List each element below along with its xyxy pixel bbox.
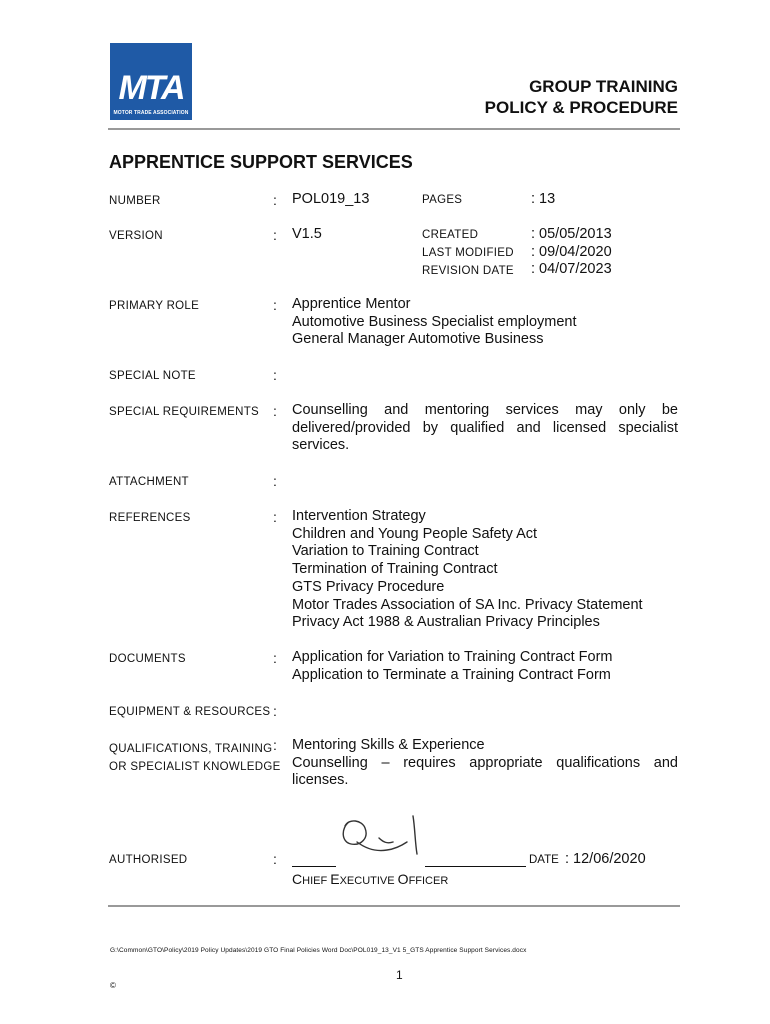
documents-list <box>292 649 678 684</box>
logo-text: MTA <box>118 69 184 107</box>
document-item: Application to Terminate a Training Contract Form <box>292 666 611 683</box>
copyright-symbol: © <box>110 981 116 990</box>
pages-label: PAGES <box>422 194 463 206</box>
primary-role-colon: : <box>273 297 277 313</box>
page-number: 1 <box>396 968 403 982</box>
special-requirements-colon: : <box>273 403 277 419</box>
reference-item: Termination of Training Contract <box>292 561 498 578</box>
reference-item: Privacy Act 1988 & Australian Privacy Principles <box>292 614 600 631</box>
qualifications-colon: : <box>273 737 277 753</box>
special-requirements-label: SPECIAL REQUIREMENTS <box>109 406 259 418</box>
qualifications-value <box>292 737 678 790</box>
primary-role-list <box>292 296 678 349</box>
title-xecutive: XECUTIVE <box>339 875 398 887</box>
special-note-colon: : <box>273 367 277 383</box>
authorised-colon: : <box>273 851 277 867</box>
equipment-colon: : <box>273 703 277 719</box>
title-hief: HIEF <box>302 875 331 887</box>
attachment-label: ATTACHMENT <box>109 476 189 488</box>
references-label: REFERENCES <box>109 512 191 524</box>
doc-type-line2: POLICY & PROCEDURE <box>484 98 678 117</box>
signatory-title <box>292 871 448 887</box>
date-value: : 12/06/2020 <box>565 851 646 867</box>
doc-type-line1: GROUP TRAINING <box>529 77 678 96</box>
references-colon: : <box>273 509 277 525</box>
page-title: APPRENTICE SUPPORT SERVICES <box>109 152 413 172</box>
version-label: VERSION <box>109 230 163 242</box>
primary-role-line: Apprentice Mentor <box>292 296 411 312</box>
qualifications-line: Counselling – requires appropriate qualifications and licenses. <box>292 754 678 789</box>
title-o: O <box>397 871 409 887</box>
created-value: : 05/05/2013 <box>531 226 612 242</box>
created-label: CREATED <box>422 229 479 241</box>
special-requirements-text: Counselling and mentoring services may only be delivered/provided by qualified and licensed specialist services. <box>292 402 678 454</box>
number-value: POL019_13 <box>292 191 370 207</box>
primary-role-label: PRIMARY ROLE <box>109 300 200 312</box>
primary-role-line: General Manager Automotive Business <box>292 331 544 348</box>
qualifications-label <box>109 740 281 776</box>
reference-item: GTS Privacy Procedure <box>292 578 445 595</box>
references-list <box>292 508 678 632</box>
equipment-label: EQUIPMENT & RESOURCES <box>109 706 271 718</box>
file-path: G:\Common\GTO\Policy\2019 Policy Updates\2019 GTO Final Policies Word Doc\POL019_13_V1 5_GTS Apprentice Support Services.docx <box>110 947 527 954</box>
pages-value: : 13 <box>531 191 556 207</box>
authorised-label: AUTHORISED <box>109 854 188 866</box>
revision-label: REVISION DATE <box>422 265 514 277</box>
version-colon: : <box>273 227 277 243</box>
title-fficer: FFICER <box>408 875 449 887</box>
signature-line-left <box>292 866 336 867</box>
header-divider <box>108 128 680 130</box>
mta-logo <box>110 43 192 120</box>
qualifications-label-line2: OR SPECIALIST KNOWLEDGE <box>109 761 281 773</box>
signature-line-right <box>425 866 526 867</box>
version-value: V1.5 <box>292 226 322 242</box>
attachment-colon: : <box>273 473 277 489</box>
title-e: E <box>330 871 340 887</box>
documents-label: DOCUMENTS <box>109 653 186 665</box>
revision-value: : 04/07/2023 <box>531 261 612 277</box>
signature-image <box>335 812 425 862</box>
number-label: NUMBER <box>109 195 161 207</box>
reference-item: Intervention Strategy <box>292 508 426 524</box>
special-note-label: SPECIAL NOTE <box>109 370 196 382</box>
documents-colon: : <box>273 650 277 666</box>
logo-subtitle: MOTOR TRADE ASSOCIATION <box>113 110 189 116</box>
primary-role-line: Automotive Business Specialist employment <box>292 313 577 330</box>
special-requirements-value <box>292 402 678 455</box>
number-colon: : <box>273 192 277 208</box>
footer-divider <box>108 905 680 907</box>
reference-item: Variation to Training Contract <box>292 543 479 560</box>
reference-item: Children and Young People Safety Act <box>292 525 538 542</box>
document-item: Application for Variation to Training Contract Form <box>292 649 613 665</box>
qualifications-label-line1: QUALIFICATIONS, TRAINING <box>109 743 273 755</box>
title-c: C <box>292 871 303 887</box>
qualifications-line: Mentoring Skills & Experience <box>292 737 485 753</box>
document-type-heading <box>485 76 678 118</box>
reference-item: Motor Trades Association of SA Inc. Privacy Statement <box>292 596 643 613</box>
modified-value: : 09/04/2020 <box>531 244 612 260</box>
date-label: DATE <box>529 854 559 866</box>
modified-label: LAST MODIFIED <box>422 247 514 259</box>
